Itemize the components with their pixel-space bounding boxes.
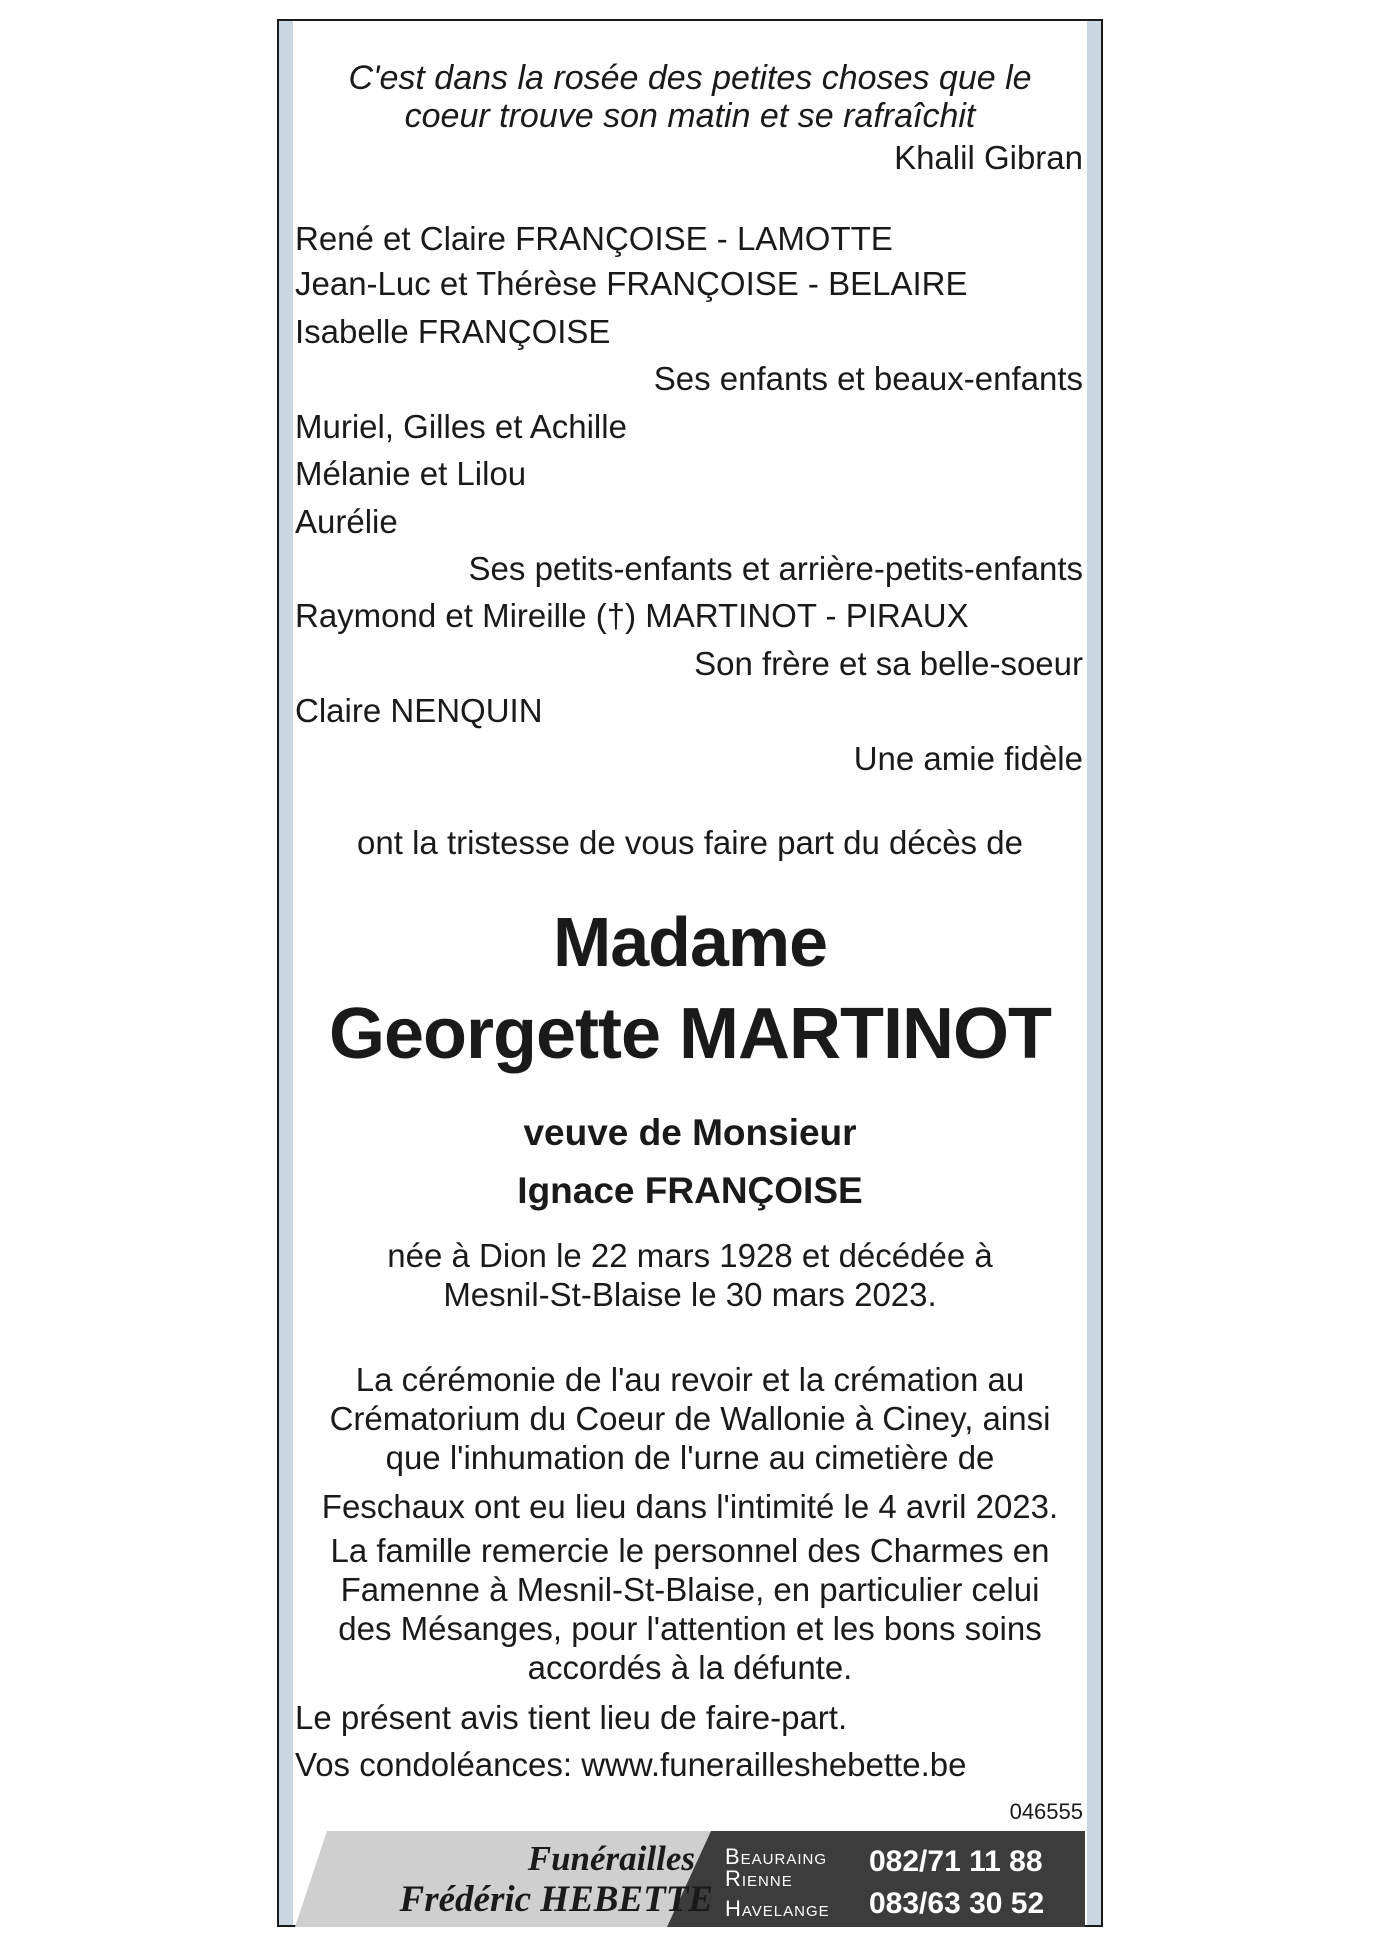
- thanks-line-1: La famille remercie le personnel des Charmes en: [330, 1532, 1050, 1569]
- birth-line-1: née à Dion le 22 mars 1928 et décédée à: [387, 1237, 993, 1274]
- family-role: Une amie fidèle: [853, 740, 1083, 777]
- condolences-link[interactable]: Vos condoléances: www.funerailleshebette.be: [295, 1746, 967, 1783]
- family-line: Mélanie et Lilou: [295, 455, 527, 492]
- company-name-line-2: Frédéric HEBETTE: [399, 1879, 713, 1920]
- phone-number-2[interactable]: 083/63 30 52: [869, 1887, 1045, 1920]
- left-border-band: [279, 21, 293, 1925]
- notice-content: [295, 21, 1085, 1925]
- deceased-title: Madame: [552, 903, 828, 981]
- family-role: Ses enfants et beaux-enfants: [653, 360, 1083, 397]
- phone-number-1[interactable]: 082/71 11 88: [869, 1845, 1043, 1878]
- reference-number: 046555: [1009, 1799, 1083, 1824]
- deceased-name: Georgette MARTINOT: [328, 994, 1051, 1074]
- obituary-notice: [277, 19, 1103, 1927]
- right-border-band: [1087, 21, 1101, 1925]
- quote-line-1: C'est dans la rosée des petites choses que le: [348, 59, 1032, 97]
- thanks-line-2: Famenne à Mesnil-St-Blaise, en particulier celui: [340, 1571, 1040, 1608]
- family-role: Son frère et sa belle-soeur: [694, 645, 1083, 682]
- family-line: Isabelle FRANÇOISE: [295, 313, 611, 350]
- ceremony-line-3: que l'inhumation de l'urne au cimetière de: [385, 1439, 995, 1476]
- ceremony-line-1: La cérémonie de l'au revoir et la crémation au: [355, 1361, 1025, 1398]
- location-rienne: Rienne: [725, 1866, 793, 1891]
- quote-line-2: coeur trouve son matin et se rafraîchit: [404, 97, 976, 135]
- location-beauraing: Beauraing: [725, 1844, 828, 1869]
- spouse-name: Ignace FRANÇOISE: [517, 1170, 863, 1211]
- family-line: Claire NENQUIN: [295, 692, 543, 729]
- family-role: Ses petits-enfants et arrière-petits-enfants: [468, 550, 1083, 587]
- birth-death-details: [295, 1236, 1085, 1314]
- birth-line-2: Mesnil-St-Blaise le 30 mars 2023.: [443, 1276, 937, 1313]
- notice-statement: Le présent avis tient lieu de faire-part.: [295, 1699, 848, 1736]
- family-line: Raymond et Mireille (†) MARTINOT - PIRAUX: [295, 597, 969, 634]
- thanks-paragraph: [295, 1531, 1085, 1687]
- ceremony-line-2: Crématorium du Coeur de Wallonie à Ciney, ainsi: [329, 1400, 1051, 1437]
- family-line: Aurélie: [295, 503, 398, 540]
- quote-author: Khalil Gibran: [894, 139, 1083, 176]
- company-name-line-1: Funérailles: [527, 1839, 695, 1878]
- epigraph-quote: [295, 59, 1085, 135]
- ceremony-line-4: Feschaux ont eu lieu dans l'intimité le 4 avril 2023.: [321, 1488, 1059, 1525]
- funeral-home-banner: [295, 1831, 1085, 1927]
- ceremony-paragraph: [295, 1360, 1085, 1477]
- thanks-line-4: accordés à la défunte.: [527, 1649, 853, 1686]
- announcement-intro: ont la tristesse de vous faire part du décès de: [357, 824, 1023, 861]
- widow-of-line: veuve de Monsieur: [523, 1112, 857, 1153]
- family-line: René et Claire FRANÇOISE - LAMOTTE: [295, 220, 893, 257]
- family-line: Jean-Luc et Thérèse FRANÇOISE - BELAIRE: [295, 265, 968, 302]
- family-line: Muriel, Gilles et Achille: [295, 408, 627, 445]
- thanks-line-3: des Mésanges, pour l'attention et les bons soins: [338, 1610, 1042, 1647]
- location-havelange: Havelange: [725, 1896, 830, 1921]
